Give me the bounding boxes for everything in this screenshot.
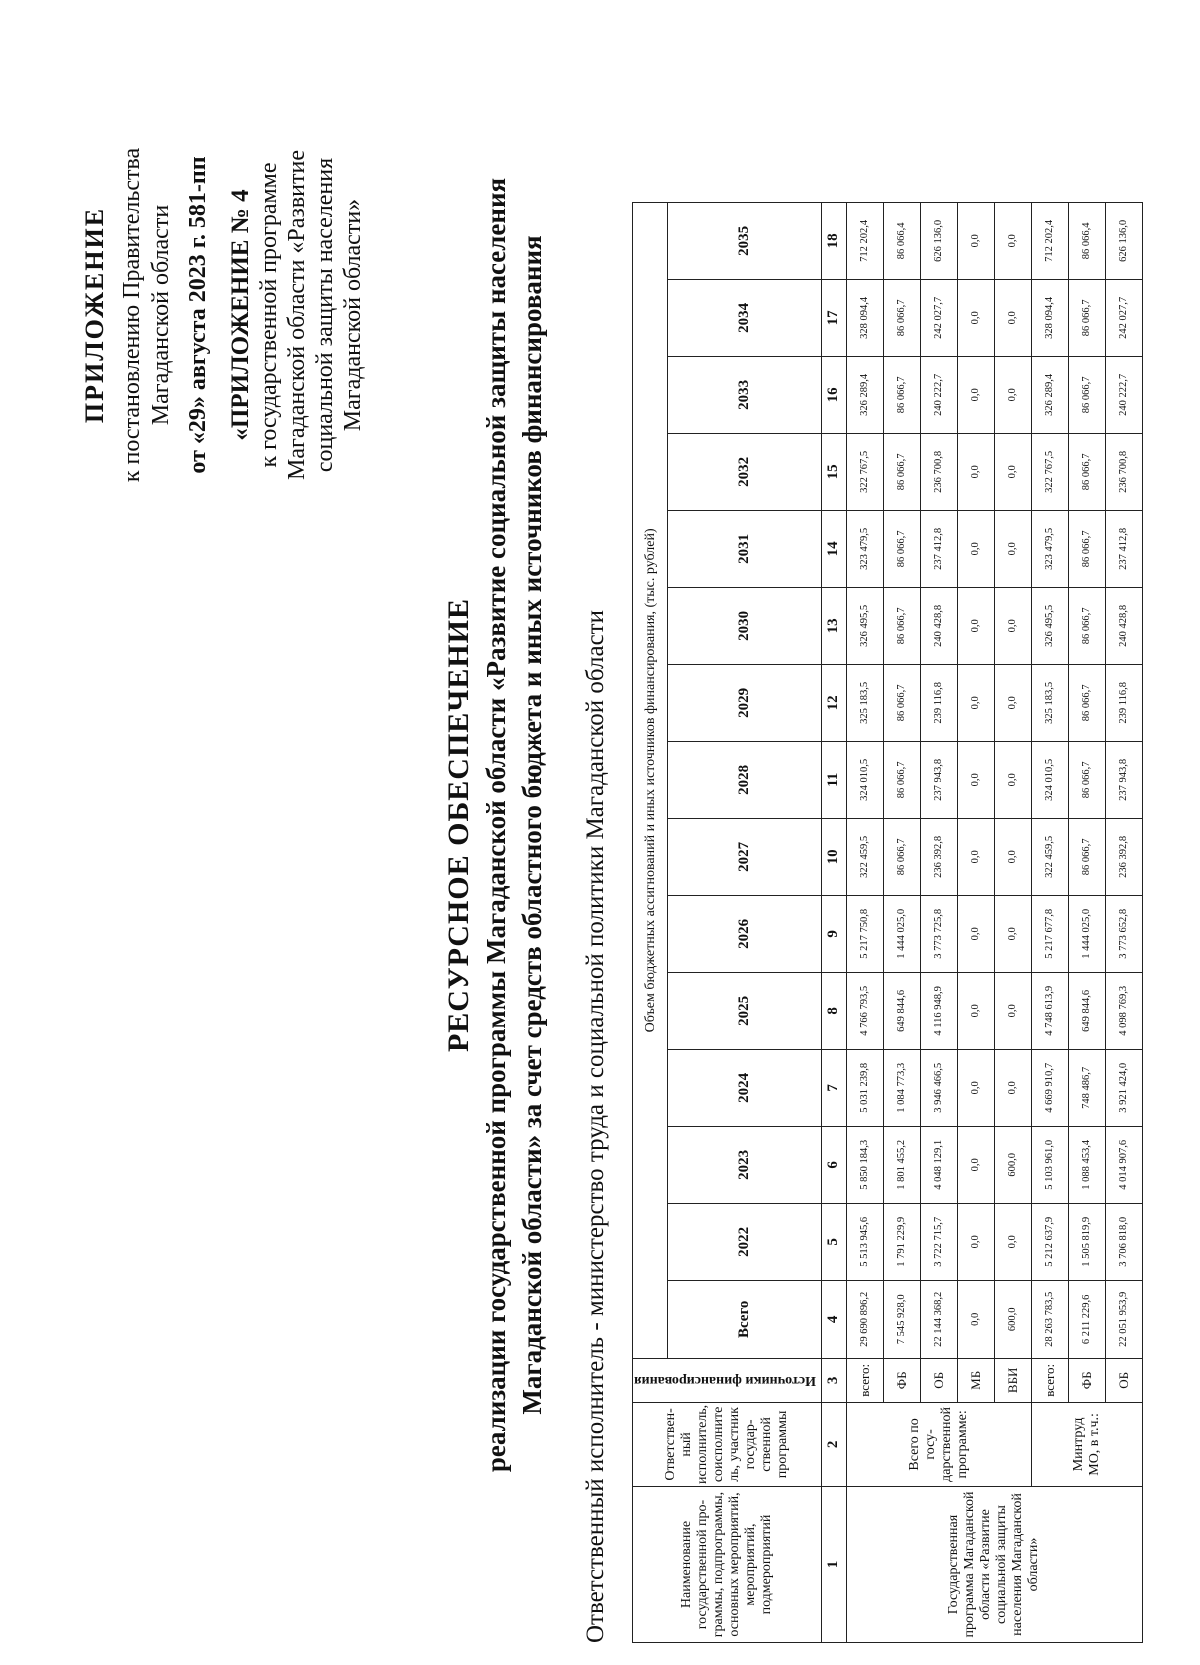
value-cell: 0,0 (957, 1126, 994, 1203)
value-cell: 237 412,8 (1105, 510, 1142, 587)
value-cell: 4 748 613,9 (1031, 972, 1068, 1049)
value-cell: 0,0 (957, 664, 994, 741)
column-number: 6 (821, 1126, 846, 1203)
financing-table (632, 202, 1143, 1643)
column-number: 10 (821, 818, 846, 895)
value-cell: 86 066,7 (883, 818, 920, 895)
header-name: Наименование государственной про-граммы, подпрограммы, основных мероприятий, мероприятий, подмероприятий (633, 1487, 822, 1643)
value-cell: 236 700,8 (920, 433, 957, 510)
value-cell: 712 202,4 (846, 202, 883, 279)
value-cell: 0,0 (957, 202, 994, 279)
value-cell: 86 066,7 (1068, 587, 1105, 664)
value-cell: 322 459,5 (846, 818, 883, 895)
value-cell: 326 495,5 (1031, 587, 1068, 664)
value-cell: 0,0 (957, 741, 994, 818)
value-cell: 322 767,5 (846, 433, 883, 510)
value-cell: 649 844,6 (883, 972, 920, 1049)
annex-line: к государственной программе (256, 162, 282, 468)
header-volume: Объем бюджетных ассигнований и иных источников финансирования, (тыс. рублей) (633, 202, 668, 1358)
value-cell: 3 722 715,7 (920, 1203, 957, 1280)
value-cell: 1 444 025,0 (883, 895, 920, 972)
value-cell: 5 212 637,9 (1031, 1203, 1068, 1280)
source-cell: всего: (1031, 1358, 1068, 1402)
column-number: 15 (821, 433, 846, 510)
value-cell: 0,0 (994, 587, 1031, 664)
column-number: 9 (821, 895, 846, 972)
value-cell: 86 066,7 (883, 356, 920, 433)
value-cell: 5 031 239,8 (846, 1049, 883, 1126)
program-name: Государственная программа Магаданской области «Развитие социальной защиты населения Магаданской области» (846, 1487, 1142, 1643)
year-header: 2024 (668, 1049, 822, 1126)
value-cell: 3 773 652,8 (1105, 895, 1142, 972)
column-number: 5 (821, 1203, 846, 1280)
value-cell: 4 098 769,3 (1105, 972, 1142, 1049)
value-cell: 86 066,7 (883, 741, 920, 818)
value-cell: 1 505 819,9 (1068, 1203, 1105, 1280)
appendix-line: к постановлению Правительства (119, 147, 145, 483)
year-header: 2034 (668, 279, 822, 356)
value-cell: 626 136,0 (920, 202, 957, 279)
value-cell: 236 392,8 (920, 818, 957, 895)
value-cell: 1 084 773,3 (883, 1049, 920, 1126)
annex-line: Магаданской области «Развитие (284, 150, 310, 480)
value-cell: 239 116,8 (1105, 664, 1142, 741)
value-cell: 86 066,4 (883, 202, 920, 279)
value-cell: 5 217 677,8 (1031, 895, 1068, 972)
source-cell: ВБИ (994, 1358, 1031, 1402)
value-cell: 242 027,7 (920, 279, 957, 356)
column-number: 1 (821, 1487, 846, 1643)
value-cell: 1 444 025,0 (1068, 895, 1105, 972)
value-cell: 240 428,8 (1105, 587, 1142, 664)
value-cell: 322 767,5 (1031, 433, 1068, 510)
value-cell: 4 116 948,9 (920, 972, 957, 1049)
year-header: 2022 (668, 1203, 822, 1280)
responsible-executor: Ответственный исполнитель - министерство труда и социальной политики Магаданской области (582, 610, 609, 1643)
value-cell: 86 066,7 (1068, 664, 1105, 741)
value-cell: 237 412,8 (920, 510, 957, 587)
value-cell: 0,0 (994, 972, 1031, 1049)
value-cell: 3 773 725,8 (920, 895, 957, 972)
value-cell: 86 066,4 (1068, 202, 1105, 279)
value-cell: 5 103 961,0 (1031, 1126, 1068, 1203)
year-header: 2023 (668, 1126, 822, 1203)
value-cell: 237 943,8 (1105, 741, 1142, 818)
value-cell: 86 066,7 (1068, 356, 1105, 433)
annex-title: «ПРИЛОЖЕНИЕ № 4 (227, 189, 254, 441)
annex-line: социальной защиты населения (312, 157, 338, 473)
year-header: Всего (668, 1280, 822, 1358)
value-cell: 5 513 945,6 (846, 1203, 883, 1280)
value-cell: 0,0 (957, 1280, 994, 1358)
value-cell: 5 850 184,3 (846, 1126, 883, 1203)
year-header: 2027 (668, 818, 822, 895)
value-cell: 0,0 (994, 895, 1031, 972)
value-cell: 328 094,4 (1031, 279, 1068, 356)
executor-label: Минтруд МО, в т.ч.: (1031, 1402, 1142, 1486)
value-cell: 328 094,4 (846, 279, 883, 356)
column-number: 18 (821, 202, 846, 279)
value-cell: 324 010,5 (1031, 741, 1068, 818)
value-cell: 240 222,7 (920, 356, 957, 433)
header-responsible: Ответствен-ный исполнитель, соисполните ль, участник государ-ственной программы (633, 1402, 822, 1486)
value-cell: 6 211 229,6 (1068, 1280, 1105, 1358)
value-cell: 242 027,7 (1105, 279, 1142, 356)
source-cell: ФБ (1068, 1358, 1105, 1402)
document-subtitle: Магаданской области» за счет средств областного бюджета и иных источников финансирования (517, 235, 547, 1415)
document-title: РЕСУРСНОЕ ОБЕСПЕЧЕНИЕ (442, 597, 475, 1053)
column-number: 13 (821, 587, 846, 664)
document-heading (442, 45, 548, 1605)
value-cell: 0,0 (957, 1203, 994, 1280)
header-source: Источники финансирования (633, 1358, 822, 1402)
value-cell: 86 066,7 (883, 433, 920, 510)
value-cell: 326 289,4 (1031, 356, 1068, 433)
value-cell: 3 946 466,5 (920, 1049, 957, 1126)
value-cell: 29 690 896,2 (846, 1280, 883, 1358)
table-row (846, 202, 883, 1642)
column-number: 16 (821, 356, 846, 433)
value-cell: 240 428,8 (920, 587, 957, 664)
value-cell: 0,0 (994, 1203, 1031, 1280)
value-cell: 600,0 (994, 1280, 1031, 1358)
year-header: 2030 (668, 587, 822, 664)
value-cell: 0,0 (957, 279, 994, 356)
column-number: 17 (821, 279, 846, 356)
value-cell: 22 144 368,2 (920, 1280, 957, 1358)
value-cell: 7 545 928,0 (883, 1280, 920, 1358)
source-cell: МБ (957, 1358, 994, 1402)
value-cell: 326 289,4 (846, 356, 883, 433)
annex-line: Магаданской области» (340, 198, 366, 432)
year-header: 2026 (668, 895, 822, 972)
value-cell: 0,0 (994, 356, 1031, 433)
column-number: 14 (821, 510, 846, 587)
year-header: 2025 (668, 972, 822, 1049)
document-subtitle: реализации государственной программы Магаданской области «Развитие социальной защиты населения (481, 177, 511, 1473)
value-cell: 0,0 (994, 818, 1031, 895)
value-cell: 0,0 (994, 664, 1031, 741)
appendix-date: от «29» августа 2023 г. 581-пп (185, 156, 211, 474)
year-header: 2029 (668, 664, 822, 741)
value-cell: 0,0 (957, 972, 994, 1049)
column-number: 4 (821, 1280, 846, 1358)
value-cell: 748 486,7 (1068, 1049, 1105, 1126)
year-header: 2031 (668, 510, 822, 587)
column-number: 8 (821, 972, 846, 1049)
value-cell: 322 459,5 (1031, 818, 1068, 895)
value-cell: 649 844,6 (1068, 972, 1105, 1049)
value-cell: 1 088 453,4 (1068, 1126, 1105, 1203)
appendix-block (80, 55, 367, 575)
value-cell: 0,0 (957, 587, 994, 664)
appendix-line: Магаданской области (148, 204, 174, 426)
value-cell: 325 183,5 (1031, 664, 1068, 741)
column-number: 7 (821, 1049, 846, 1126)
value-cell: 3 706 818,0 (1105, 1203, 1142, 1280)
value-cell: 86 066,7 (883, 587, 920, 664)
value-cell: 236 700,8 (1105, 433, 1142, 510)
value-cell: 600,0 (994, 1126, 1031, 1203)
value-cell: 0,0 (994, 279, 1031, 356)
value-cell: 86 066,7 (1068, 510, 1105, 587)
value-cell: 86 066,7 (1068, 741, 1105, 818)
year-header: 2028 (668, 741, 822, 818)
value-cell: 626 136,0 (1105, 202, 1142, 279)
column-number: 12 (821, 664, 846, 741)
value-cell: 237 943,8 (920, 741, 957, 818)
source-cell: ФБ (883, 1358, 920, 1402)
table-row (1031, 202, 1068, 1642)
value-cell: 240 222,7 (1105, 356, 1142, 433)
year-header: 2032 (668, 433, 822, 510)
value-cell: 86 066,7 (883, 510, 920, 587)
value-cell: 326 495,5 (846, 587, 883, 664)
value-cell: 3 921 424,0 (1105, 1049, 1142, 1126)
value-cell: 323 479,5 (846, 510, 883, 587)
column-number: 2 (821, 1402, 846, 1486)
value-cell: 0,0 (957, 433, 994, 510)
value-cell: 0,0 (957, 895, 994, 972)
value-cell: 4 048 129,1 (920, 1126, 957, 1203)
source-cell: всего: (846, 1358, 883, 1402)
value-cell: 0,0 (957, 356, 994, 433)
value-cell: 325 183,5 (846, 664, 883, 741)
value-cell: 0,0 (957, 818, 994, 895)
value-cell: 86 066,7 (1068, 433, 1105, 510)
value-cell: 0,0 (957, 1049, 994, 1126)
value-cell: 86 066,7 (1068, 279, 1105, 356)
value-cell: 323 479,5 (1031, 510, 1068, 587)
executor-label: Всего по госу-дарственной программе: (846, 1402, 1031, 1486)
value-cell: 0,0 (994, 1049, 1031, 1126)
value-cell: 0,0 (994, 510, 1031, 587)
value-cell: 4 014 907,6 (1105, 1126, 1142, 1203)
value-cell: 712 202,4 (1031, 202, 1068, 279)
value-cell: 0,0 (994, 741, 1031, 818)
year-header: 2033 (668, 356, 822, 433)
value-cell: 0,0 (994, 433, 1031, 510)
value-cell: 86 066,7 (883, 664, 920, 741)
value-cell: 86 066,7 (1068, 818, 1105, 895)
column-number: 11 (821, 741, 846, 818)
value-cell: 22 051 953,9 (1105, 1280, 1142, 1358)
value-cell: 239 116,8 (920, 664, 957, 741)
source-cell: ОБ (1105, 1358, 1142, 1402)
appendix-title: ПРИЛОЖЕНИЕ (80, 206, 109, 424)
value-cell: 4 669 910,7 (1031, 1049, 1068, 1126)
value-cell: 1 791 229,9 (883, 1203, 920, 1280)
value-cell: 0,0 (994, 202, 1031, 279)
value-cell: 236 392,8 (1105, 818, 1142, 895)
value-cell: 4 766 793,5 (846, 972, 883, 1049)
source-cell: ОБ (920, 1358, 957, 1402)
value-cell: 5 217 750,8 (846, 895, 883, 972)
value-cell: 0,0 (957, 510, 994, 587)
column-number: 3 (821, 1358, 846, 1402)
value-cell: 1 801 455,2 (883, 1126, 920, 1203)
year-header: 2035 (668, 202, 822, 279)
value-cell: 28 263 783,5 (1031, 1280, 1068, 1358)
value-cell: 86 066,7 (883, 279, 920, 356)
value-cell: 324 010,5 (846, 741, 883, 818)
